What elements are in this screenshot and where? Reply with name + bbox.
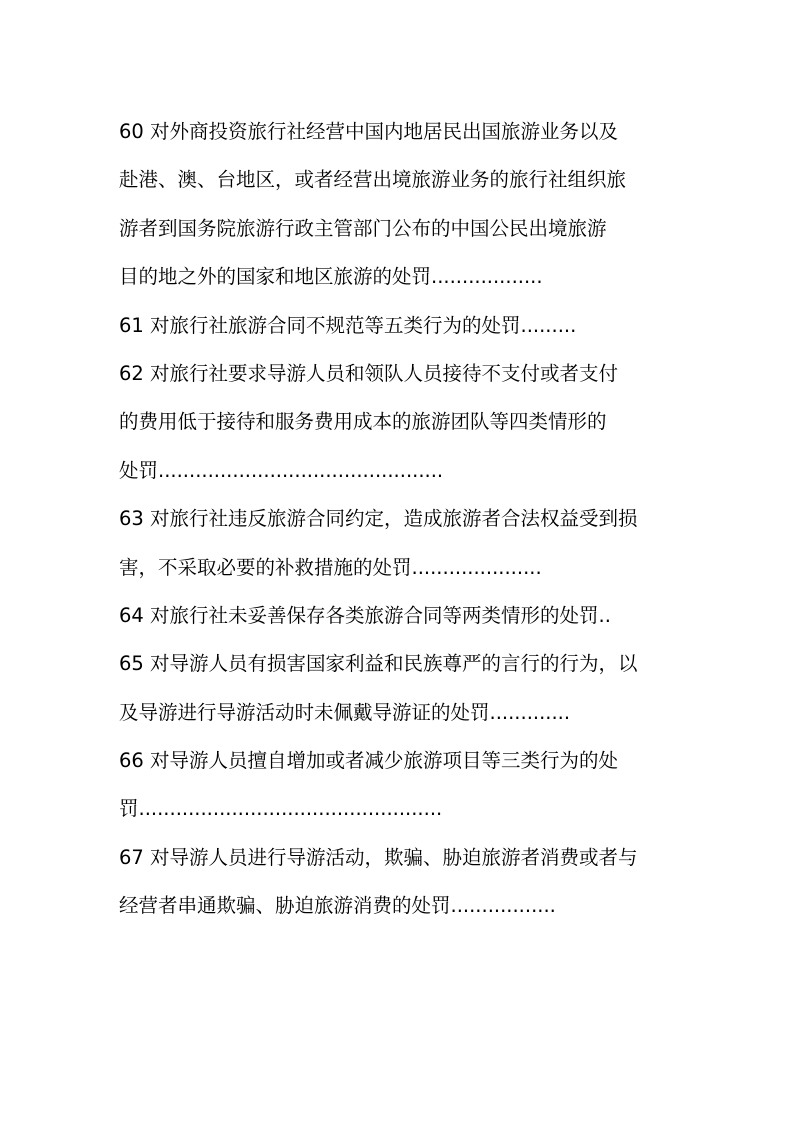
toc-line: 赴港、澳、台地区，或者经营出境旅游业务的旅行社组织旅 [119,168,627,192]
toc-line: 61 对旅行社旅游合同不规范等五类行为的处罚......... [119,313,577,337]
toc-line: 处罚.............................................. [119,458,444,482]
toc-line: 66 对导游人员擅自增加或者减少旅游项目等三类行为的处 [119,749,619,773]
toc-line: 游者到国务院旅游行政主管部门公布的中国公民出境旅游 [119,216,607,240]
toc-line: 及导游进行导游活动时未佩戴导游证的处罚............. [119,700,571,724]
toc-entry-64[interactable] [119,592,679,640]
toc-entry-67[interactable] [119,834,679,931]
toc-line: 罚................................................. [119,797,443,821]
table-of-contents [119,108,679,931]
toc-line: 67 对导游人员进行导游活动，欺骗、胁迫旅游者消费或者与 [119,845,638,869]
toc-line: 63 对旅行社违反旅游合同约定，造成旅游者合法权益受到损 [119,507,638,531]
toc-entry-63[interactable] [119,495,679,592]
toc-line: 目的地之外的国家和地区旅游的处罚.................. [119,265,543,289]
toc-line: 65 对导游人员有损害国家利益和民族尊严的言行的行为，以 [119,652,638,676]
toc-entry-62[interactable] [119,350,679,495]
toc-line: 经营者串通欺骗、胁迫旅游消费的处罚................. [119,894,556,918]
toc-line: 害，不采取必要的补救措施的处罚..................... [119,555,542,579]
toc-line: 62 对旅行社要求导游人员和领队人员接待不支付或者支付 [119,361,619,385]
toc-entry-60[interactable] [119,108,679,302]
toc-line: 60 对外商投资旅行社经营中国内地居民出国旅游业务以及 [119,120,619,143]
toc-entry-66[interactable] [119,737,679,834]
toc-entry-61[interactable] [119,302,679,350]
toc-entry-65[interactable] [119,640,679,737]
toc-line: 的费用低于接待和服务费用成本的旅游团队等四类情形的 [119,410,607,434]
toc-line: 64 对旅行社未妥善保存各类旅游合同等两类情形的处罚.. [119,603,611,627]
